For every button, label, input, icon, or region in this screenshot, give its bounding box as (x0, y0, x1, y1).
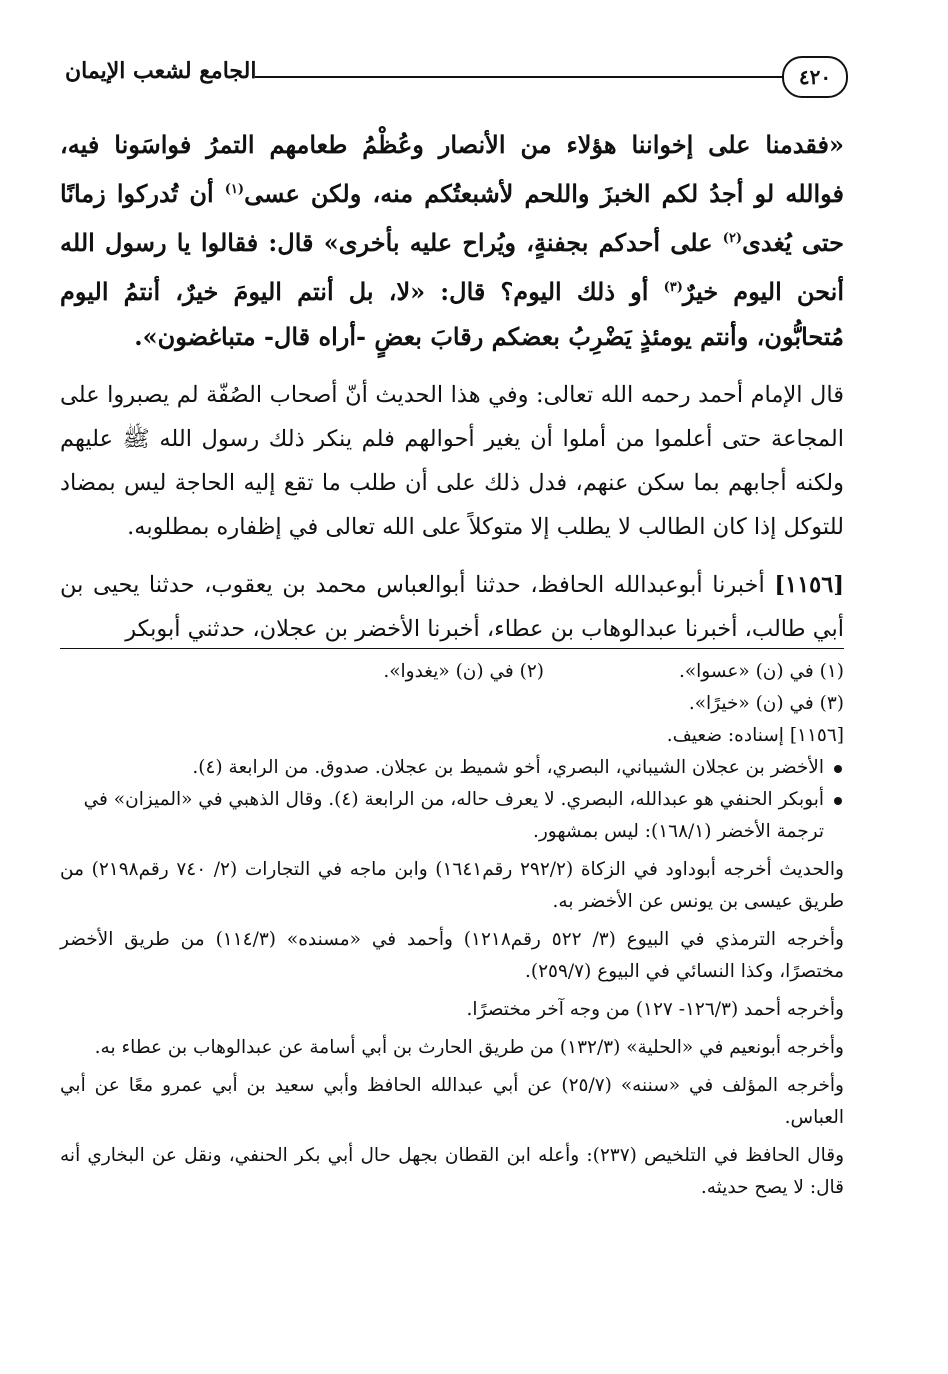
isnad-paragraph (60, 563, 844, 651)
footnote-marker-3: (٣) (663, 280, 683, 295)
hadith-text-part-d: أو ذلك اليوم؟ قال: «لا، بل أنتم اليومَ خيرٌ، أنتمُ اليوم مُتحابُّون، وأنتم يومئذٍ يَضْرِبُ بعضكم رقابَ بعضٍ -أراه قال- متباغضون». (60, 277, 844, 351)
footnote-marker-1: (١) (224, 182, 245, 197)
commentary-paragraph: قال الإمام أحمد رحمه الله تعالى: وفي هذا الحديث أنّ أصحاب الصُفّة لم يصبروا على المجاعة حتى أعلموا من أملوا أن يغير أحوالهم فلم ينكر ذلك رسول الله ﷺ عليهم ولكنه أجابهم بما سكن عنهم، فدل ذلك على أن طلب ما تقع إليه الحاجة ليس بمضاد للتوكل إذا كان الطالب لا يطلب إلا متوكلاً على الله تعالى في إظفاره بمطلوبه. (60, 382, 844, 540)
header-rule (255, 76, 784, 78)
main-text (60, 122, 844, 651)
takhrij-note: وأخرجه أحمد (١٢٦/٣- ١٢٧) من وجه آخر مختصرًا. (466, 999, 844, 1020)
footnotes (60, 656, 844, 1204)
hadith-number: [١١٥٦] (774, 572, 844, 598)
page-number: ٤٢٠ (782, 56, 848, 98)
bullet-icon (834, 797, 842, 805)
page-header (55, 42, 848, 102)
footnote-marker-2: (٢) (722, 231, 743, 246)
narrator-note-text: أبوبكر الحنفي هو عبدالله، البصري. لا يعرف حاله، من الرابعة (٤). وقال الذهبي في «الميزان» في ترجمة الأخضر (١٦٨/١): ليس بمشهور. (83, 789, 824, 842)
footnote-2: (٢) في (ن) «يغدوا». (383, 661, 544, 682)
takhrij-note: وقال الحافظ في التلخيص (٢٣٧): وأعله ابن القطان بجهل حال أبي بكر الحنفي، ونقل عن البخاري أنه قال: لا يصح حديثه. (60, 1145, 844, 1198)
footnote-1: (١) في (ن) «عسوا». (678, 661, 844, 682)
takhrij-note: وأخرجه الترمذي في البيوع (٣/ ٥٢٢ رقم١٢١٨) وأحمد في «مسنده» (١١٤/٣) من طريق الأخضر مختصرًا، وكذا النسائي في البيوع (٢٥٩/٧). (60, 929, 844, 982)
footnote-row (60, 656, 844, 688)
narrator-note-text: الأخضر بن عجلان الشيباني، البصري، أخو شميط بن عجلان. صدوق. من الرابعة (٤). (192, 757, 824, 778)
hadith-text-part-c: على أحدكم بجفنةٍ، ويُراح عليه بأخرى» قال: فقالوا يا رسول الله أنحن اليوم خيرٌ (60, 228, 845, 306)
narrator-note (60, 784, 844, 848)
hadith-text-part-b: أن تُدركوا زمانًا حتى يُغدى (60, 179, 845, 257)
isnad-grade: [١١٥٦] إسناده: ضعيف. (666, 725, 844, 746)
isnad-text: أخبرنا أبوعبدالله الحافظ، حدثنا أبوالعباس محمد بن يعقوب، حدثنا يحيى بن أبي طالب، أخبرنا عبدالوهاب بن عطاء، أخبرنا الأخضر بن عجلان، حدثني أبوبكر (60, 572, 844, 642)
hadith-paragraph (60, 122, 844, 359)
takhrij-note: والحديث أخرجه أبوداود في الزكاة (٢٩٢/٢ رقم١٦٤١) وابن ماجه في التجارات (٢/ ٧٤٠ رقم٢١٩٨) من طريق عيسى بن يونس عن الأخضر به. (60, 859, 844, 912)
footnote-separator (60, 648, 844, 649)
footnote-3: (٣) في (ن) «خيرًا». (688, 693, 844, 714)
running-title: الجامع لشعب الإيمان (65, 58, 257, 84)
bullet-icon (834, 765, 842, 773)
narrator-note (60, 752, 844, 784)
hadith-text-part-a: «فقدمنا على إخواننا هؤلاء من الأنصار وعُظْمُ طعامهم التمرُ فواسَونا فيه، فوالله لو أجدُ لكم الخبزَ واللحم لأشبعتُكم منه، ولكن عسى (60, 130, 845, 208)
takhrij-note: وأخرجه المؤلف في «سننه» (٢٥/٧) عن أبي عبدالله الحافظ وأبي سعيد بن أبي عمرو معًا عن أبي العباس. (60, 1075, 844, 1128)
takhrij-note: وأخرجه أبونعيم في «الحلية» (١٣٢/٣) من طريق الحارث بن أبي أسامة عن عبدالوهاب بن عطاء به. (94, 1037, 844, 1058)
